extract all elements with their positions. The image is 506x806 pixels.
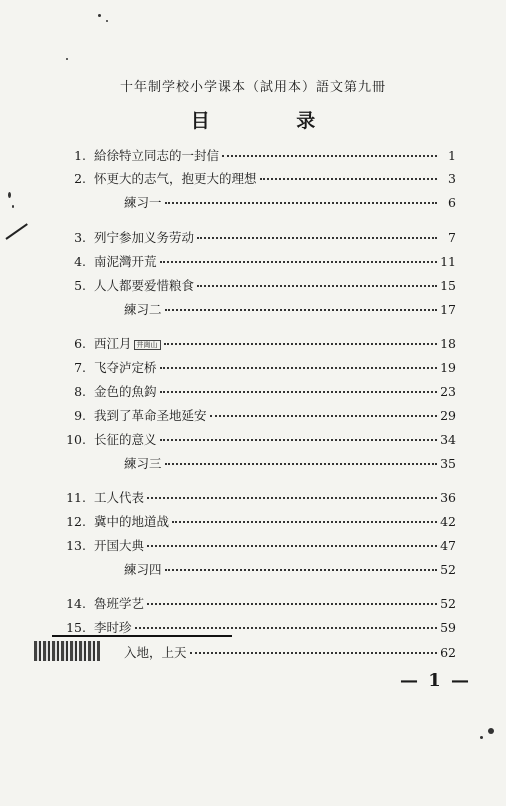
toc-title: 練习四 [124, 562, 162, 577]
toc-exercise-entry [56, 454, 456, 474]
toc-title: 长征的意义 [94, 432, 157, 447]
toc-number: 1. [74, 148, 86, 163]
toc-number: 4. [74, 254, 86, 269]
toc-title: 練习二 [124, 302, 162, 317]
toc-exercise-entry [56, 560, 456, 580]
scan-speck [106, 20, 108, 22]
dot-leader [160, 439, 437, 441]
toc-page: 36 [440, 490, 456, 505]
toc-number: 12. [66, 514, 86, 529]
toc-title: 練习三 [124, 456, 162, 471]
toc-page: 35 [440, 456, 456, 471]
toc-number: 8. [74, 384, 86, 399]
toc-title-text: 西江月 [94, 336, 132, 351]
toc-entry [56, 488, 456, 508]
toc-page: 29 [440, 408, 456, 423]
toc-number: 6. [74, 336, 86, 351]
toc-entry [56, 536, 456, 556]
dot-leader [165, 569, 437, 571]
toc-number: 9. [74, 408, 86, 423]
toc-title: 开国大典 [94, 538, 145, 553]
toc-subtitle-box: 井崗山 [134, 340, 161, 350]
toc-title: 我到了革命圣地延安 [94, 408, 207, 423]
toc-title [86, 334, 161, 352]
dot-leader [165, 202, 437, 204]
toc-number: 10. [66, 432, 86, 447]
toc-title: 練习一 [124, 195, 162, 210]
toc-entry [56, 334, 456, 354]
toc-number: 5. [74, 278, 86, 293]
toc-page: 17 [440, 302, 456, 317]
toc-number: 7. [74, 360, 86, 375]
toc-page: 3 [448, 171, 456, 186]
toc-title: 給徐特立同志的一封信 [94, 148, 220, 163]
toc-title: 李时珍 [94, 620, 132, 635]
toc-number: 3. [74, 230, 86, 245]
scan-speck [8, 192, 11, 198]
toc-entry [56, 169, 456, 189]
dot-leader [147, 603, 437, 605]
dot-leader [190, 652, 437, 654]
dot-leader [197, 237, 437, 239]
toc-number: 13. [66, 538, 86, 553]
underline-mark [52, 635, 232, 637]
series-heading: 十年制学校小学课本（試用本）語文第九冊 [119, 80, 386, 95]
toc-title: 魯班学艺 [94, 596, 145, 611]
page-title: 目 录 [190, 110, 356, 132]
toc-entry [56, 382, 456, 402]
toc-title: 列宁参加义务劳动 [94, 230, 195, 245]
toc-title: 金色的魚鈎 [94, 384, 157, 399]
toc-number: 2. [74, 171, 86, 186]
dot-leader [165, 309, 437, 311]
toc-page: 18 [440, 336, 456, 351]
toc-page: 52 [440, 562, 456, 577]
toc-page: 7 [448, 230, 456, 245]
toc-entry [56, 228, 456, 248]
dot-leader [160, 261, 437, 263]
toc-exercise-entry [56, 193, 456, 213]
toc-title: 怀更大的志气，抱更大的理想 [94, 171, 257, 186]
dot-leader [172, 521, 437, 523]
toc-number: 14. [66, 596, 86, 611]
toc-page: 34 [440, 432, 456, 447]
toc-number: 15. [66, 620, 86, 635]
toc-entry [56, 276, 456, 296]
dot-leader [165, 463, 437, 465]
page-number: — 1 — [400, 670, 472, 691]
toc-page: 19 [440, 360, 456, 375]
toc-entry [56, 594, 456, 614]
dot-leader [135, 627, 437, 629]
toc-title: 飞夺泸定桥 [94, 360, 157, 375]
toc-title: 入地，上天 [124, 645, 187, 660]
toc-page: 52 [440, 596, 456, 611]
scan-speck [488, 728, 494, 734]
toc-entry [56, 252, 456, 272]
toc-entry [56, 358, 456, 378]
toc-page: 59 [440, 620, 456, 635]
toc-exercise-entry [56, 300, 456, 320]
scan-speck [480, 736, 483, 739]
dot-leader [210, 415, 437, 417]
toc-title: 工人代表 [94, 490, 145, 505]
toc-page: 62 [440, 645, 456, 660]
dot-leader [147, 497, 437, 499]
dot-leader [222, 155, 437, 157]
scan-speck [66, 58, 68, 60]
toc-page: 23 [440, 384, 456, 399]
dot-leader [164, 343, 437, 345]
toc-number: 11. [66, 490, 86, 505]
dot-leader [147, 545, 437, 547]
scan-scratch [5, 223, 27, 240]
toc-page: 42 [440, 514, 456, 529]
dot-leader [160, 367, 437, 369]
dot-leader [197, 285, 437, 287]
toc-entry [56, 406, 456, 426]
toc-entry [56, 146, 456, 166]
toc-title: 人人都要爱惜粮食 [94, 278, 195, 293]
toc-title: 南泥灣开荒 [94, 254, 157, 269]
toc-page: 11 [440, 254, 456, 269]
dot-leader [160, 391, 437, 393]
scan-speck [12, 205, 14, 208]
toc-page: 1 [448, 148, 456, 163]
toc-title: 冀中的地道战 [94, 514, 170, 529]
library-stamp [34, 641, 100, 661]
toc-page: 47 [440, 538, 456, 553]
toc-page: 15 [440, 278, 456, 293]
scan-speck [98, 14, 101, 17]
toc-entry [56, 512, 456, 532]
dot-leader [260, 178, 437, 180]
toc-page: 6 [448, 195, 456, 210]
toc-entry [56, 643, 456, 663]
toc-entry [56, 430, 456, 450]
